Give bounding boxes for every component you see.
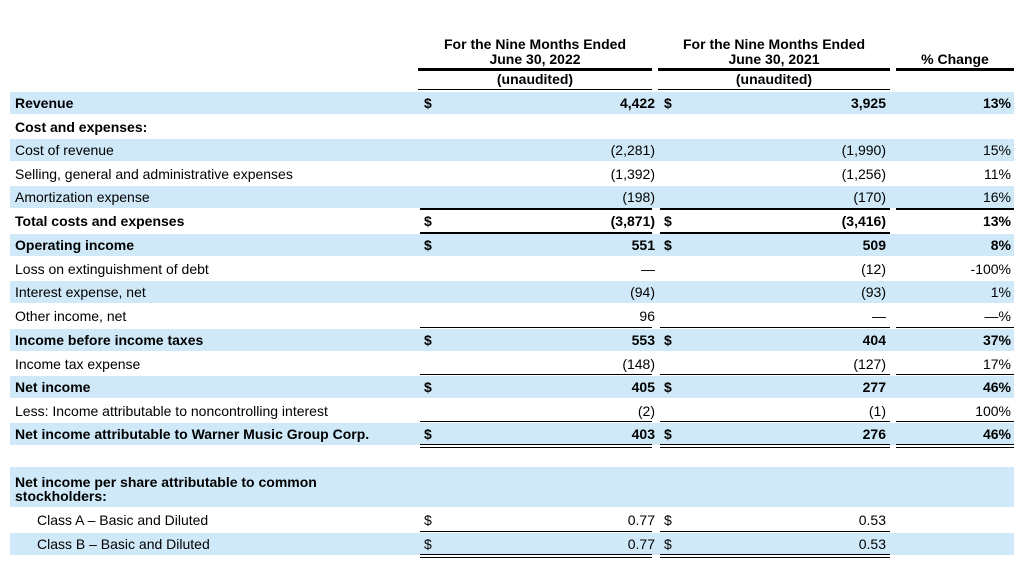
- value-2021: 3,925: [850, 95, 886, 111]
- total-double-rule-pct: [896, 444, 1014, 448]
- row-amortization-expense: [10, 186, 1014, 208]
- total-double-rule-2021: [660, 444, 890, 448]
- pct-change: 1%: [990, 284, 1011, 300]
- row-revenue: [10, 92, 1014, 114]
- value-2021: (127): [853, 356, 886, 372]
- pct-change: 13%: [982, 95, 1011, 111]
- subtotal-rule-2022: [420, 327, 652, 328]
- dollar-sign: $: [424, 426, 432, 442]
- value-2022: 403: [631, 426, 655, 442]
- value-2022: (3,871): [610, 213, 655, 229]
- dollar-sign: $: [664, 237, 672, 253]
- col1-unaudited: (unaudited): [496, 71, 574, 87]
- dollar-sign: $: [664, 512, 672, 528]
- row-label: Cost and expenses:: [15, 119, 148, 135]
- row-label: Net income attributable to Warner Music Group Corp.: [15, 426, 370, 442]
- pct-change: —%: [984, 308, 1011, 324]
- row-interest-expense: [10, 281, 1014, 303]
- subtotal-rule-2021: [660, 327, 890, 328]
- value-2021: (1): [868, 403, 886, 419]
- row-label: Loss on extinguishment of debt: [15, 261, 209, 277]
- value-2022: —: [641, 261, 655, 277]
- dollar-sign: $: [424, 536, 432, 552]
- row-net-income: [10, 376, 1014, 398]
- dollar-sign: $: [664, 95, 672, 111]
- value-2022: 553: [631, 332, 655, 348]
- row-label: Interest expense, net: [15, 284, 146, 300]
- value-2021: 404: [862, 332, 886, 348]
- row-label: Cost of revenue: [15, 142, 114, 158]
- pct-change: 8%: [990, 237, 1011, 253]
- col2-header: [658, 37, 890, 67]
- col1-header: [418, 37, 652, 67]
- value-2022: 0.77: [627, 512, 655, 528]
- row-label: Other income, net: [15, 308, 127, 324]
- pct-change: 13%: [982, 213, 1011, 229]
- dollar-sign: $: [424, 332, 432, 348]
- pct-change: 15%: [982, 142, 1011, 158]
- row-cost-of-revenue: [10, 139, 1014, 161]
- dollar-sign: $: [424, 512, 432, 528]
- dollar-sign: $: [424, 237, 432, 253]
- col2-header-line2: June 30, 2021: [728, 51, 820, 67]
- pct-change: 16%: [982, 189, 1011, 205]
- eps-section-heading: [10, 467, 1014, 507]
- value-2022: 96: [639, 308, 655, 324]
- value-2022: (2): [637, 403, 655, 419]
- pct-change: 11%: [984, 166, 1011, 182]
- value-2021: —: [872, 308, 886, 324]
- col1-unaudited-rule: [418, 89, 652, 90]
- pct-change: 17%: [982, 356, 1011, 372]
- row-eps-class-b: [10, 533, 1014, 555]
- subtotal-rule-2022: [420, 421, 652, 422]
- subtotal-rule-2022: [420, 374, 652, 375]
- eps-double-rule-2021: [660, 554, 890, 558]
- total-double-rule-2022: [420, 444, 652, 448]
- row-cost-and-expenses-heading: [10, 116, 1014, 138]
- value-2022: (198): [622, 189, 655, 205]
- value-2021: 276: [862, 426, 886, 442]
- dollar-sign: $: [664, 379, 672, 395]
- row-net-income-attributable-wmg: [10, 423, 1014, 445]
- dollar-sign: $: [424, 95, 432, 111]
- subtotal-rule-pct: [896, 421, 1014, 422]
- dollar-sign: $: [664, 426, 672, 442]
- value-2021: 0.53: [858, 536, 886, 552]
- subtotal-rule-pct: [896, 374, 1014, 375]
- dollar-sign: $: [664, 213, 672, 229]
- col2-unaudited: (unaudited): [735, 71, 813, 87]
- value-2021: (93): [861, 284, 886, 300]
- row-label: Class A – Basic and Diluted: [37, 512, 209, 528]
- row-income-before-taxes: [10, 329, 1014, 351]
- row-loss-on-extinguishment: [10, 258, 1014, 280]
- eps-rule-2021: [660, 531, 890, 532]
- value-2022: (94): [630, 284, 655, 300]
- row-label: Income before income taxes: [15, 332, 204, 348]
- subtotal-rule-pct: [896, 327, 1014, 328]
- row-label: Operating income: [15, 237, 135, 253]
- pct-header-rule: [896, 68, 1014, 71]
- row-label: Revenue: [15, 95, 74, 111]
- value-2022: (2,281): [610, 142, 655, 158]
- pct-change: 46%: [982, 379, 1011, 395]
- value-2021: (1,990): [841, 142, 886, 158]
- value-2021: 509: [862, 237, 886, 253]
- subtotal-rule-2021: [660, 421, 890, 422]
- eps-rule-2022: [420, 531, 652, 532]
- pct-change-header: % Change: [921, 51, 989, 67]
- row-eps-class-a: [10, 509, 1014, 531]
- row-label: Less: Income attributable to noncontrolling interest: [15, 403, 328, 419]
- col1-header-line2: June 30, 2022: [489, 51, 581, 67]
- value-2021: 277: [862, 379, 886, 395]
- row-income-tax-expense: [10, 353, 1014, 375]
- eps-double-rule-2022: [420, 554, 652, 558]
- value-2021: (3,416): [841, 213, 886, 229]
- value-2022: 0.77: [627, 536, 655, 552]
- row-noncontrolling-interest: [10, 400, 1014, 422]
- row-label: Net income: [15, 379, 91, 395]
- value-2021: (12): [861, 261, 886, 277]
- value-2021: 0.53: [858, 512, 886, 528]
- value-2021: (170): [853, 189, 886, 205]
- dollar-sign: $: [424, 379, 432, 395]
- value-2021: (1,256): [841, 166, 886, 182]
- row-other-income: [10, 305, 1014, 327]
- value-2022: 551: [631, 237, 655, 253]
- subtotal-rule-2021: [660, 374, 890, 375]
- row-label: Class B – Basic and Diluted: [37, 536, 210, 552]
- row-operating-income: [10, 234, 1014, 256]
- pct-change: -100%: [970, 261, 1011, 277]
- col2-unaudited-rule: [658, 89, 890, 90]
- col2-header-line1: For the Nine Months Ended: [683, 36, 865, 52]
- value-2022: 4,422: [619, 95, 655, 111]
- eps-section-title: Net income per share attributable to common stockholders:: [15, 474, 317, 504]
- col1-header-line1: For the Nine Months Ended: [444, 36, 626, 52]
- pct-change: 46%: [982, 426, 1011, 442]
- value-2022: 405: [631, 379, 655, 395]
- row-total-costs-and-expenses: [10, 210, 1014, 232]
- row-label: Amortization expense: [15, 189, 150, 205]
- value-2022: (148): [622, 356, 655, 372]
- dollar-sign: $: [424, 213, 432, 229]
- row-label: Total costs and expenses: [15, 213, 185, 229]
- pct-change: 100%: [975, 403, 1011, 419]
- row-label: Income tax expense: [15, 356, 141, 372]
- dollar-sign: $: [664, 536, 672, 552]
- row-sga-expenses: [10, 163, 1014, 185]
- pct-change: 37%: [982, 332, 1011, 348]
- value-2022: (1,392): [610, 166, 655, 182]
- row-label: Selling, general and administrative expenses: [15, 166, 293, 182]
- dollar-sign: $: [664, 332, 672, 348]
